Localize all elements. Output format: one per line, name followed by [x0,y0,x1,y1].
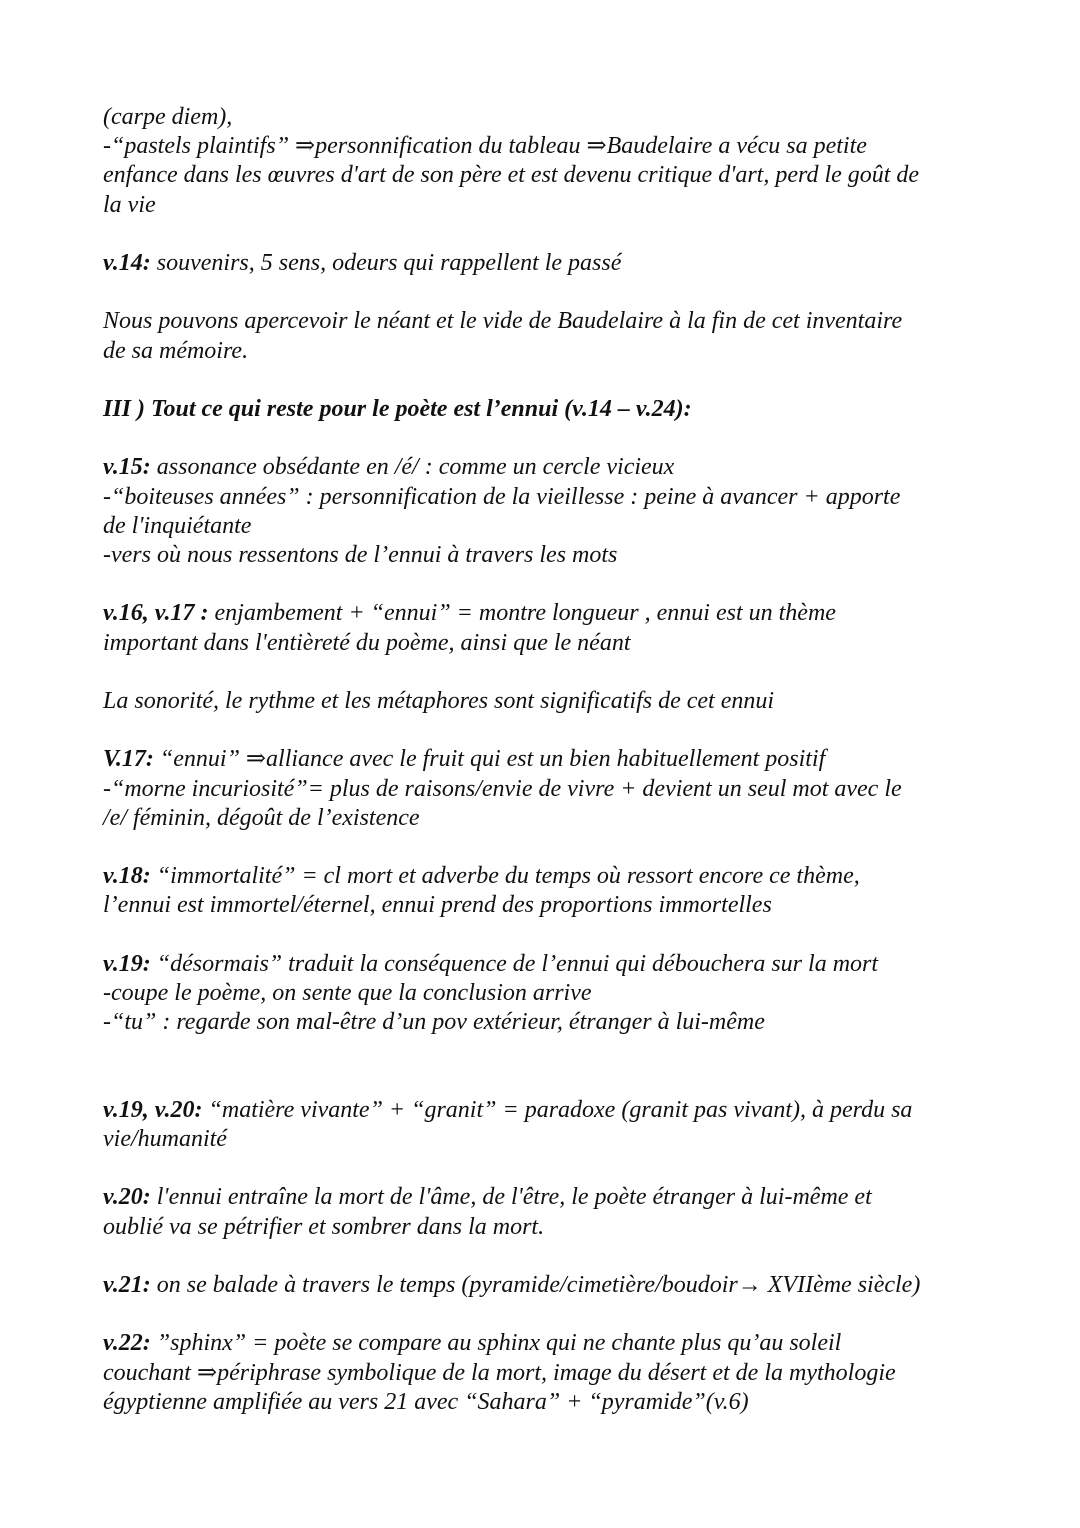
text-line: -“boiteuses années” : personnification de la vieillesse : peine à avancer + apporte [103,483,901,510]
verse-label: v.22: [103,1330,151,1357]
text-line: couchant ⇒périphrase symbolique de la mort, image du désert et de la mythologie [103,1359,896,1386]
text-line: v.21: on se balade à travers le temps (pyramide/cimetière/boudoir→ XVIIème siècle) [103,1271,921,1298]
verse-label: v.16, v.17 : [103,600,209,627]
verse-label: v.19: [103,950,151,977]
text-line: v.15: assonance obsédante en /é/ : comme un cercle vicieux [103,454,675,481]
text-line: l’ennui est immortel/éternel, ennui prend des proportions immortelles [103,892,772,919]
note-block-v19-v20 [103,1096,983,1154]
verse-label: v.14: [103,250,151,276]
note-block-v17 [103,745,983,833]
text-line: la vie [103,191,156,218]
text-line: de l'inquiétante [103,512,252,539]
text-line: La sonorité, le rythme et les métaphores sont significatifs de cet ennui [103,687,775,714]
verse-label: v.15: [103,454,151,481]
text-line: v.19, v.20: “matière vivante” + “granit” = paradoxe (granit pas vivant), à perdu sa [103,1096,913,1123]
verse-label: V.17: [103,746,154,773]
text-line: vie/humanité [103,1125,227,1152]
text-line: important dans l'entièreté du poème, ainsi que le néant [103,629,631,656]
text-line: v.16, v.17 : enjambement + “ennui” = montre longueur , ennui est un thème [103,600,836,627]
text-line: /e/ féminin, dégoût de l’existence [103,804,420,831]
note-block-v20 [103,1183,983,1241]
text-line: v.19: “désormais” traduit la conséquence de l’ennui qui débouchera sur la mort [103,950,879,977]
note-block-v19 [103,950,983,1038]
text-line: enfance dans les œuvres d'art de son père et est devenu critique d'art, perd le goût de [103,162,920,189]
text-line: de sa mémoire. [103,337,249,364]
text-line: Nous pouvons apercevoir le néant et le vide de Baudelaire à la fin de cet inventaire [103,308,903,335]
text-line: -“pastels plaintifs” ⇒personnification du tableau ⇒Baudelaire a vécu sa petite [103,133,867,160]
note-block-v16-v17 [103,599,983,657]
text-line: -“tu” : regarde son mal-être d’un pov extérieur, étranger à lui-même [103,1009,765,1036]
text-line: V.17: “ennui” ⇒alliance avec le fruit qui est un bien habituellement positif [103,746,826,773]
note-block-v21 [103,1271,983,1300]
heading-text: III ) Tout ce qui reste pour le poète est l’ennui (v.14 – v.24): [103,395,692,422]
note-block [103,103,983,220]
text-line: v.14: souvenirs, 5 sens, odeurs qui rappellent le passé [103,250,622,276]
note-block [103,307,983,365]
text-line: v.22: ”sphinx” = poète se compare au sphinx qui ne chante plus qu’au soleil [103,1330,842,1357]
note-block-v14 [103,249,983,278]
text-line: v.18: “immortalité” = cl mort et adverbe du temps où ressort encore ce thème, [103,863,860,890]
text-line: oublié va se pétrifier et sombrer dans la mort. [103,1213,545,1240]
note-block-v18 [103,862,983,920]
text-line: v.20: l'ennui entraîne la mort de l'âme, de l'être, le poète étranger à lui-même et [103,1184,872,1211]
verse-label: v.20: [103,1184,151,1211]
text-line: -“morne incuriosité”= plus de raisons/envie de vivre + devient un seul mot avec le [103,775,902,802]
note-block-v22 [103,1329,983,1417]
verse-label: v.18: [103,863,151,890]
text-line: (carpe diem), [103,104,233,130]
verse-label: v.21: [103,1271,151,1298]
verse-label: v.19, v.20: [103,1096,203,1123]
text-line [103,395,983,424]
note-block [103,687,983,716]
section-heading [103,395,983,424]
text-line: -coupe le poème, on sente que la conclusion arrive [103,979,592,1006]
document-page [103,103,983,1417]
note-block-v15 [103,453,983,570]
text-line: -vers où nous ressentons de l’ennui à travers les mots [103,541,618,568]
text-line: égyptienne amplifiée au vers 21 avec “Sahara” + “pyramide”(v.6) [103,1388,749,1415]
